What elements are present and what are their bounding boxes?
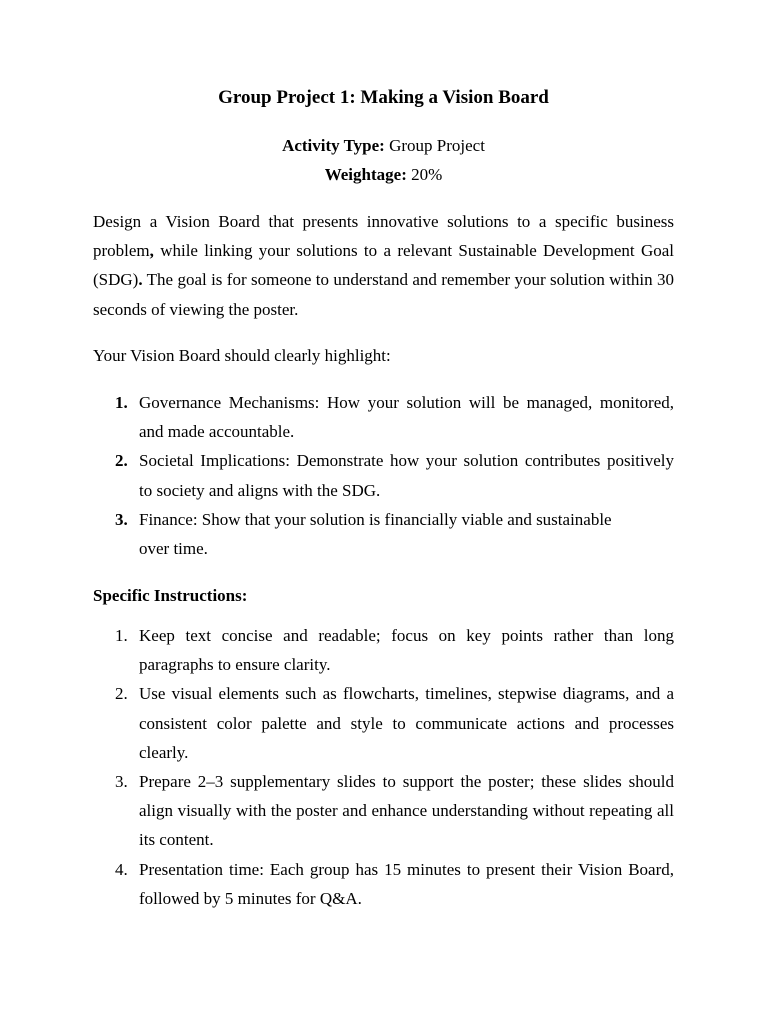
activity-type-line [93,135,674,157]
instructions-heading: Specific Instructions: [93,586,248,605]
intro-comma: , [149,241,154,261]
activity-type-label: Activity Type: [282,136,385,155]
list-item-number: 1. [115,626,128,645]
list-item [93,621,674,679]
list-item-text: Presentation time: Each group has 15 minutes to present their Vision Board, followed by 5 minutes for Q&A. [139,859,674,908]
document-title: Group Project 1: Making a Vision Board [218,87,549,108]
list-item-text: Societal Implications: Demonstrate how your solution contributes positively to society and aligns with the SDG. [139,451,674,500]
highlight-lead: Your Vision Board should clearly highlight: [93,346,391,365]
intro-text-1: Design a Vision Board that presents innovative solutions to a specific business problem [93,212,674,261]
weightage-label: Weightage: [324,165,407,184]
list-item-number: 3. [115,772,128,792]
list-item-number: 1. [115,393,128,412]
intro-text-2: while linking your solutions to a relevant Sustainable Development Goal (SDG) [93,241,674,290]
weightage-value: 20% [411,165,443,184]
list-item [93,388,674,446]
list-item-number: 2. [115,684,128,704]
list-item-text: Keep text concise and readable; focus on key points rather than long paragraphs to ensure clarity. [139,626,674,675]
list-item [93,855,674,913]
list-item-number: 3. [115,509,128,529]
list-item-number: 4. [115,859,128,879]
list-item-text: Governance Mechanisms: How your solution will be managed, monitored, and made accountable. [139,393,674,442]
list-item [93,446,674,504]
list-item-text: Prepare 2–3 supplementary slides to support the poster; these slides should align visually with the poster and enhance understanding without repeating all its content. [139,772,674,850]
list-item-text: Finance: Show that your solution is financially viable and sustainable over time. [139,509,612,559]
intro-period: . [138,270,143,290]
list-item-number: 2. [115,451,128,471]
activity-type-value: Group Project [389,136,485,155]
list-item [93,505,674,563]
intro-paragraph [93,207,674,324]
instructions-list [93,621,674,913]
intro-text-3: The goal is for someone to understand and remember your solution within 30 seconds of viewing the poster. [93,270,674,319]
weightage-line [93,164,674,186]
highlights-list [93,388,674,563]
list-item [93,679,674,767]
list-item [93,767,674,855]
list-item-text: Use visual elements such as flowcharts, timelines, stepwise diagrams, and a consistent color palette and style to communicate actions and processes clearly. [139,684,674,762]
